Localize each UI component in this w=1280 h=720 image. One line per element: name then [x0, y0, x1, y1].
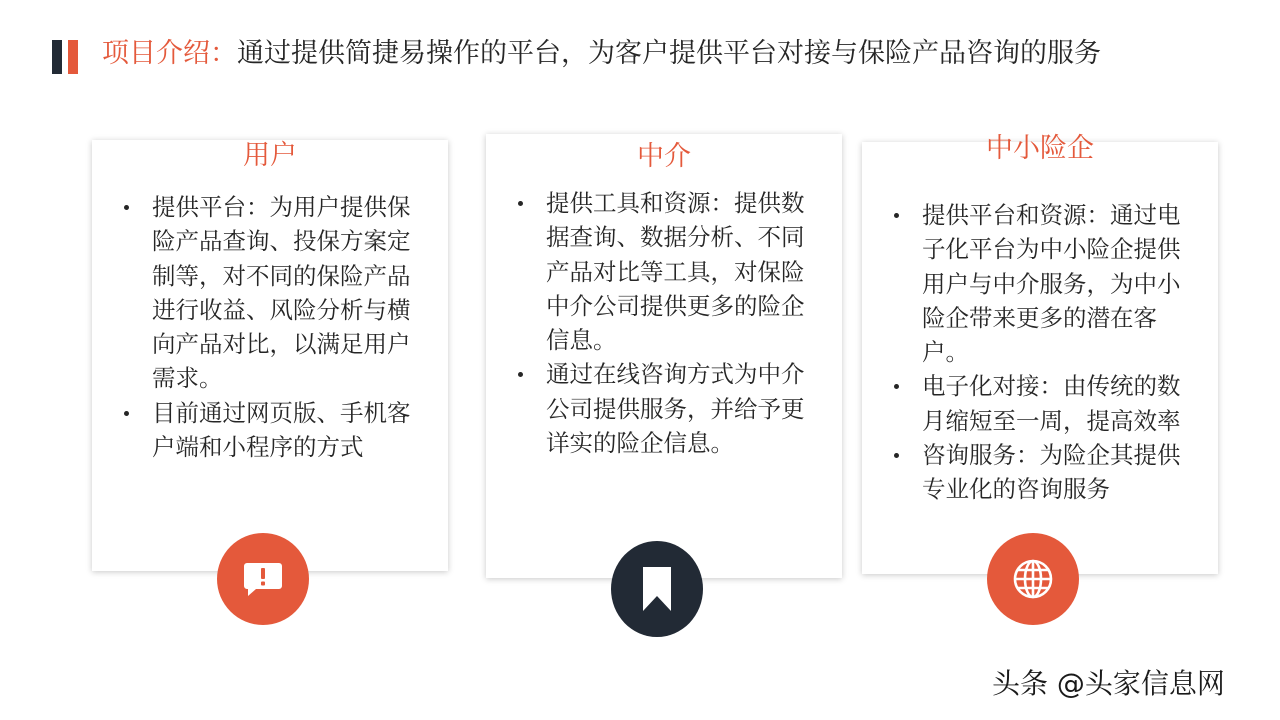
card-agent-list: [510, 186, 810, 460]
card-user-icon-badge: [217, 533, 309, 625]
card-title-user: 用户: [243, 140, 297, 171]
list-item: 电子化对接：由传统的数月缩短至一周，提高效率: [886, 369, 1198, 438]
page-title-text: 通过提供简捷易操作的平台，为客户提供平台对接与保险产品咨询的服务: [237, 38, 1101, 69]
card-title-agent: 中介: [637, 141, 691, 172]
card-insurer-list: [886, 198, 1198, 507]
card-agent: [486, 134, 842, 578]
page-title: [102, 37, 1101, 71]
alert-message-icon: [240, 556, 286, 602]
list-item: 提供工具和资源：提供数据查询、数据分析、不同产品对比等工具，对保险中介公司提供更多的险企信息。: [510, 186, 810, 357]
bookmark-icon: [640, 565, 674, 613]
globe-icon: [1010, 556, 1056, 602]
title-bar-dark: [52, 40, 62, 74]
card-insurer: [862, 133, 1218, 574]
list-item: 提供平台：为用户提供保险产品查询、投保方案定制等，对不同的保险产品进行收益、风险分析与横向产品对比，以满足用户需求。: [116, 190, 416, 396]
list-item: 咨询服务：为险企其提供专业化的咨询服务: [886, 438, 1198, 507]
page-title-prefix: 项目介绍：: [102, 38, 237, 69]
list-item: 通过在线咨询方式为中介公司提供服务，并给予更详实的险企信息。: [510, 357, 810, 460]
watermark: 头条 @头家信息网: [992, 667, 1225, 700]
list-item: 提供平台和资源：通过电子化平台为中小险企提供用户与中介服务，为中小险企带来更多的潜在客户。: [886, 198, 1198, 369]
card-insurer-icon-badge: [987, 533, 1079, 625]
card-agent-icon-badge: [611, 541, 703, 637]
card-user: [92, 140, 448, 571]
title-bar-accent: [68, 40, 78, 74]
list-item: 目前通过网页版、手机客户端和小程序的方式: [116, 396, 416, 465]
card-title-insurer: 中小险企: [986, 133, 1094, 164]
card-user-list: [116, 190, 416, 464]
